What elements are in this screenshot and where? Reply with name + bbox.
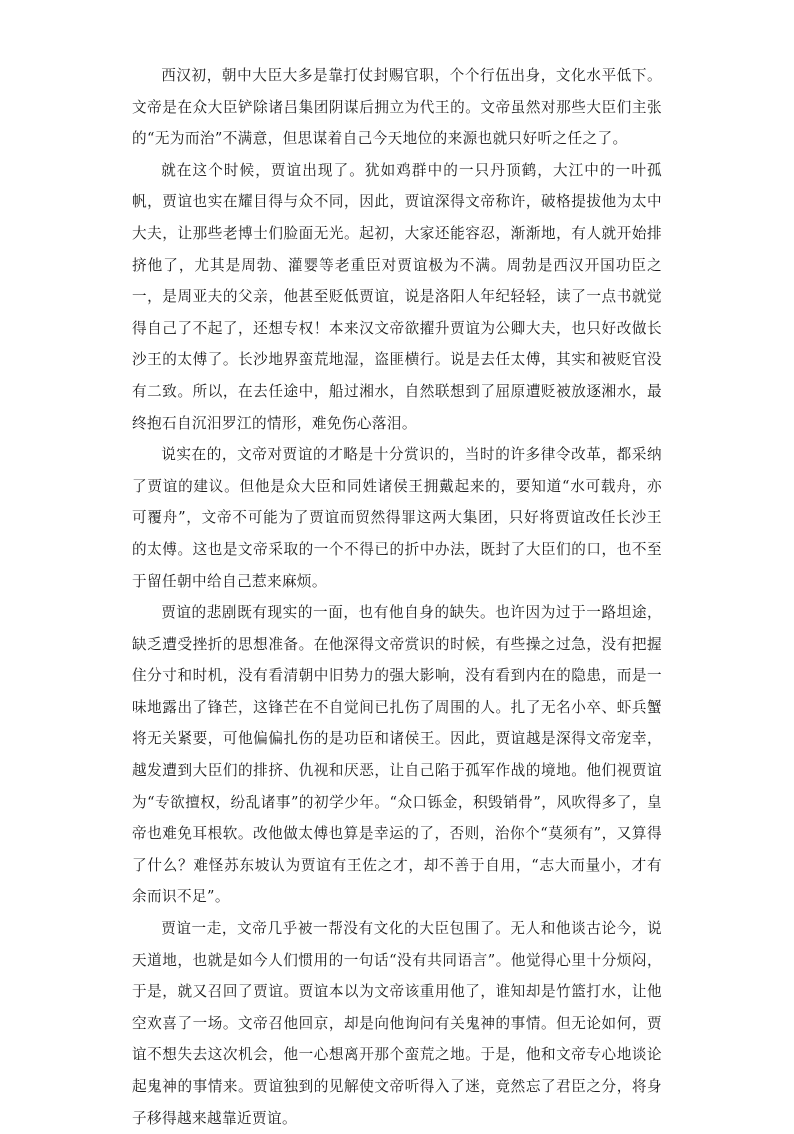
paragraph-4: 贾谊的悲剧既有现实的一面，也有他自身的缺失。也许因为过于一路坦途，缺乏遭受挫折的思想准备。在他深得文帝赏识的时候，有些操之过急，没有把握住分寸和时机，没有看清朝中旧势力的强大影响，没有看到内在的隐患，而是一味地露出了锋芒，这锋芒在不自觉间已扎伤了周围的人。扎了无名小卒、虾兵蟹将无关紧要，可他偏偏扎伤的是功臣和诸侯王。因此，贾谊越是深得文帝宠幸，越发遭到大臣们的排挤、仇视和厌恶，让自己陷于孤军作战的境地。他们视贾谊为“专欲擅权，纷乱诸事”的初学少年。“众口铄金，积毁销骨”，风吹得多了，皇帝也难免耳根软。改他做太傅也算是幸运的了，否则，治你个“莫须有”，又算得了什么？难怪苏东坡认为贾谊有王佐之才，却不善于自用，“志大而量小，才有余而识不足”。 <box>132 604 662 906</box>
paragraph-5: 贾谊一走，文帝几乎被一帮没有文化的大臣包围了。无人和他谈古论今，说天道地，也就是如今人们惯用的一句话“没有共同语言”。他觉得心里十分烦闷，于是，就又召回了贾谊。贾谊本以为文帝该重用他了，谁知却是竹篮打水，让他空欢喜了一场。文帝召他回京，却是向他询问有关鬼神的事情。但无论如何，贾谊不想失去这次机会，他一心想离开那个蛮荒之地。于是，他和文帝专心地谈论起鬼神的事情来。贾谊独到的见解使文帝听得入了迷，竟然忘了君臣之分，将身子移得越来越靠近贾谊。 <box>132 920 662 1127</box>
paragraph-3: 说实在的，文帝对贾谊的才略是十分赏识的，当时的许多律令改革，都采纳了贾谊的建议。但他是众大臣和同姓诸侯王拥戴起来的，要知道“水可载舟，亦可覆舟”，文帝不可能为了贾谊而贸然得罪这两大集团，只好将贾谊改任长沙王的太傅。这也是文帝采取的一个不得已的折中办法，既封了大臣们的口，也不至于留任朝中给自己惹来麻烦。 <box>132 446 662 590</box>
document-page <box>132 60 662 1134</box>
paragraph-1: 西汉初，朝中大臣大多是靠打仗封赐官职，个个行伍出身，文化水平低下。文帝是在众大臣铲除诸吕集团阴谋后拥立为代王的。文帝虽然对那些大臣们主张的“无为而治”不满意，但思谋着自己今天地位的来源也就只好听之任之了。 <box>132 67 662 148</box>
paragraph-2: 就在这个时候，贾谊出现了。犹如鸡群中的一只丹顶鹤，大江中的一叶孤帆，贾谊也实在耀目得与众不同，因此，贾谊深得文帝称许，破格提拔他为太中大夫，让那些老博士们脸面无光。起初，大家还能容忍，渐渐地，有人就开始排挤他了，尤其是周勃、灌婴等老重臣对贾谊极为不满。周勃是西汉开国功臣之一，是周亚夫的父亲，他甚至贬低贾谊，说是洛阳人年纪轻轻，读了一点书就觉得自己了不起了，还想专权！本来汉文帝欲擢升贾谊为公卿大夫，也只好改做长沙王的太傅了。长沙地界蛮荒地湿，盗匪横行。说是去任太傅，其实和被贬官没有二致。所以，在去任途中，船过湘水，自然联想到了屈原遭贬被放逐湘水，最终抱石自沉汨罗江的情形，难免伤心落泪。 <box>132 161 662 432</box>
